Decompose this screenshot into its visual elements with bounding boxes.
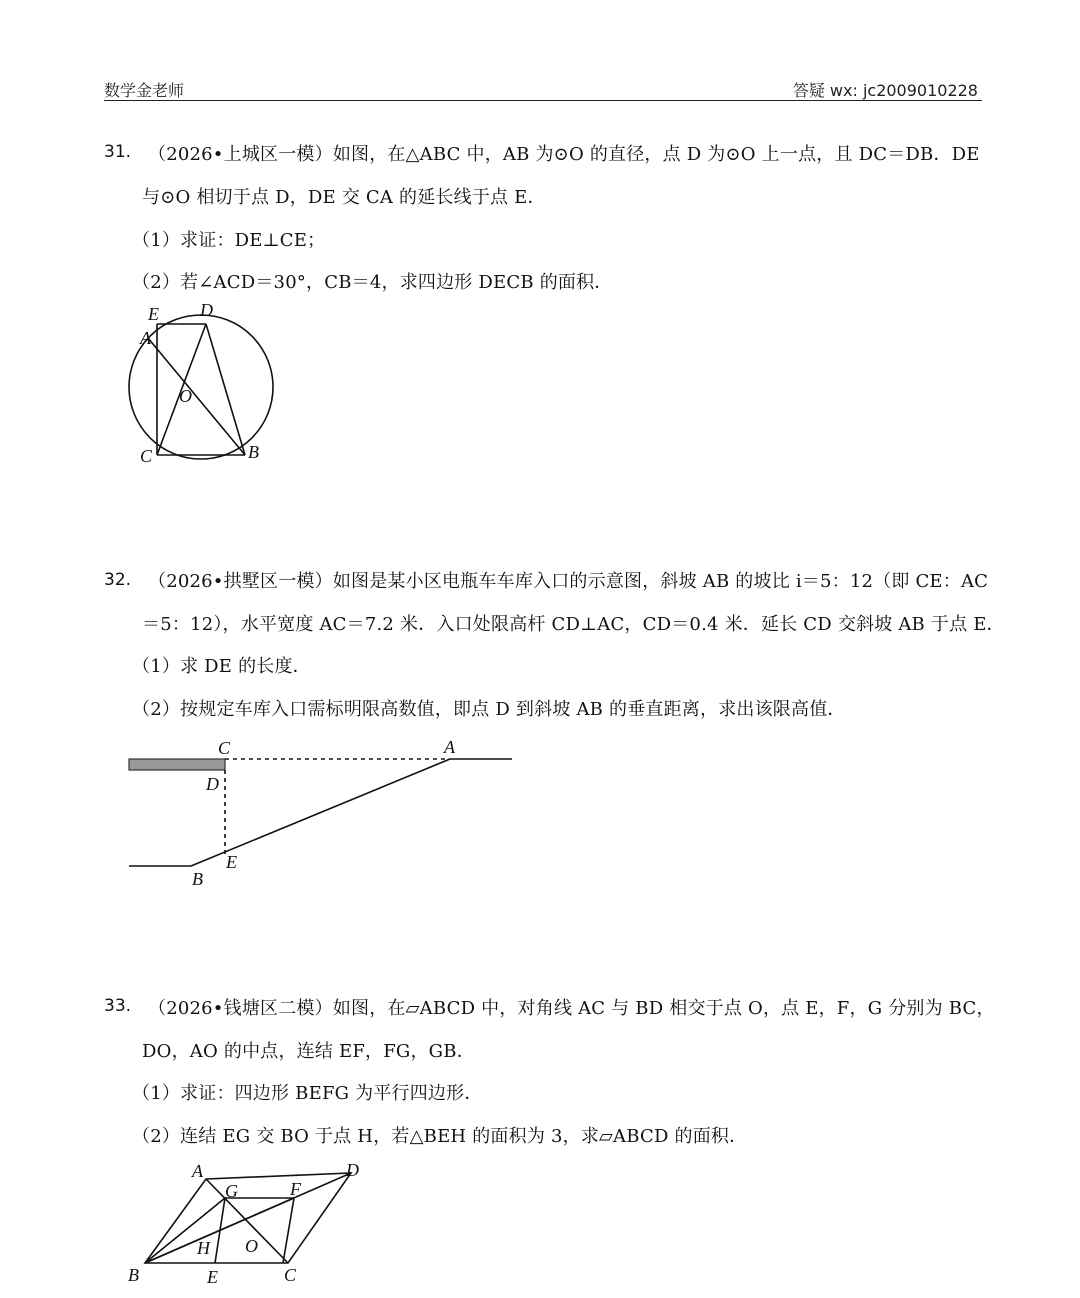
- fig33-label-C: C: [284, 1265, 297, 1285]
- problem-32-line-2: ＝5：12），水平宽度 AC＝7.2 米．入口处限高杆 CD⊥AC，CD＝0.4 米．延长 CD 交斜坡 AB 于点 E．: [142, 614, 1005, 635]
- fig31-label-A: A: [140, 328, 151, 348]
- fig33-label-B: B: [128, 1265, 139, 1285]
- problem-31-line-3: （1）求证：DE⊥CE；: [132, 230, 326, 251]
- problem-31-number: 31.: [104, 142, 132, 162]
- problem-31-line-1: （2026•上城区一模）如图，在△ABC 中，AB 为⊙O 的直径，点 D 为⊙O 上一点，且 DC＝DB．DE: [148, 144, 980, 165]
- fig33-label-G: G: [225, 1181, 238, 1201]
- header-divider: [104, 100, 982, 101]
- fig33-label-F: F: [290, 1179, 301, 1199]
- fig32-label-E: E: [226, 852, 237, 872]
- fig31-label-D: D: [200, 300, 213, 320]
- problem-32-line-3: （1）求 DE 的长度．: [132, 656, 311, 677]
- problem-33-line-2: DO，AO 的中点，连结 EF，FG，GB．: [142, 1041, 475, 1062]
- fig32-label-B: B: [192, 869, 203, 889]
- fig32-label-D: D: [206, 774, 219, 794]
- fig31-label-B: B: [248, 442, 259, 462]
- problem-33-line-3: （1）求证：四边形 BEFG 为平行四边形．: [132, 1083, 483, 1104]
- fig33-label-O: O: [245, 1236, 258, 1256]
- fig32-label-C: C: [218, 738, 231, 758]
- header-left-text: 数学金老师: [104, 81, 185, 100]
- problem-32-number: 32.: [104, 570, 132, 590]
- fig31-label-C: C: [140, 446, 153, 466]
- fig33-label-D: D: [346, 1160, 359, 1180]
- header-right-text: 答疑 wx: jc2009010228: [792, 81, 978, 100]
- problem-33-number: 33.: [104, 996, 132, 1016]
- problem-32-line-1: （2026•拱墅区一模）如图是某小区电瓶车车库入口的示意图，斜坡 AB 的坡比 i＝5：12（即 CE：AC: [148, 571, 989, 592]
- problem-33-line-1: （2026•钱塘区二模）如图，在▱ABCD 中，对角线 AC 与 BD 相交于点 O，点 E，F，G 分别为 BC，: [148, 998, 995, 1019]
- fig33-label-H: H: [197, 1238, 210, 1258]
- problem-31-line-2: 与⊙O 相切于点 D，DE 交 CA 的延长线于点 E．: [142, 187, 546, 208]
- problem-32-line-4: （2）按规定车库入口需标明限高数值，即点 D 到斜坡 AB 的垂直距离，求出该限高值．: [132, 699, 846, 720]
- fig33-label-A: A: [192, 1161, 203, 1181]
- fig33-label-E: E: [207, 1267, 218, 1287]
- fig31-label-E: E: [148, 304, 159, 324]
- problem-33-line-4: （2）连结 EG 交 BO 于点 H，若△BEH 的面积为 3，求▱ABCD 的面积．: [132, 1126, 748, 1147]
- problem-31-line-4: （2）若∠ACD＝30°，CB＝4，求四边形 DECB 的面积．: [132, 272, 613, 293]
- fig31-label-O: O: [179, 386, 192, 406]
- fig32-label-A: A: [444, 737, 455, 757]
